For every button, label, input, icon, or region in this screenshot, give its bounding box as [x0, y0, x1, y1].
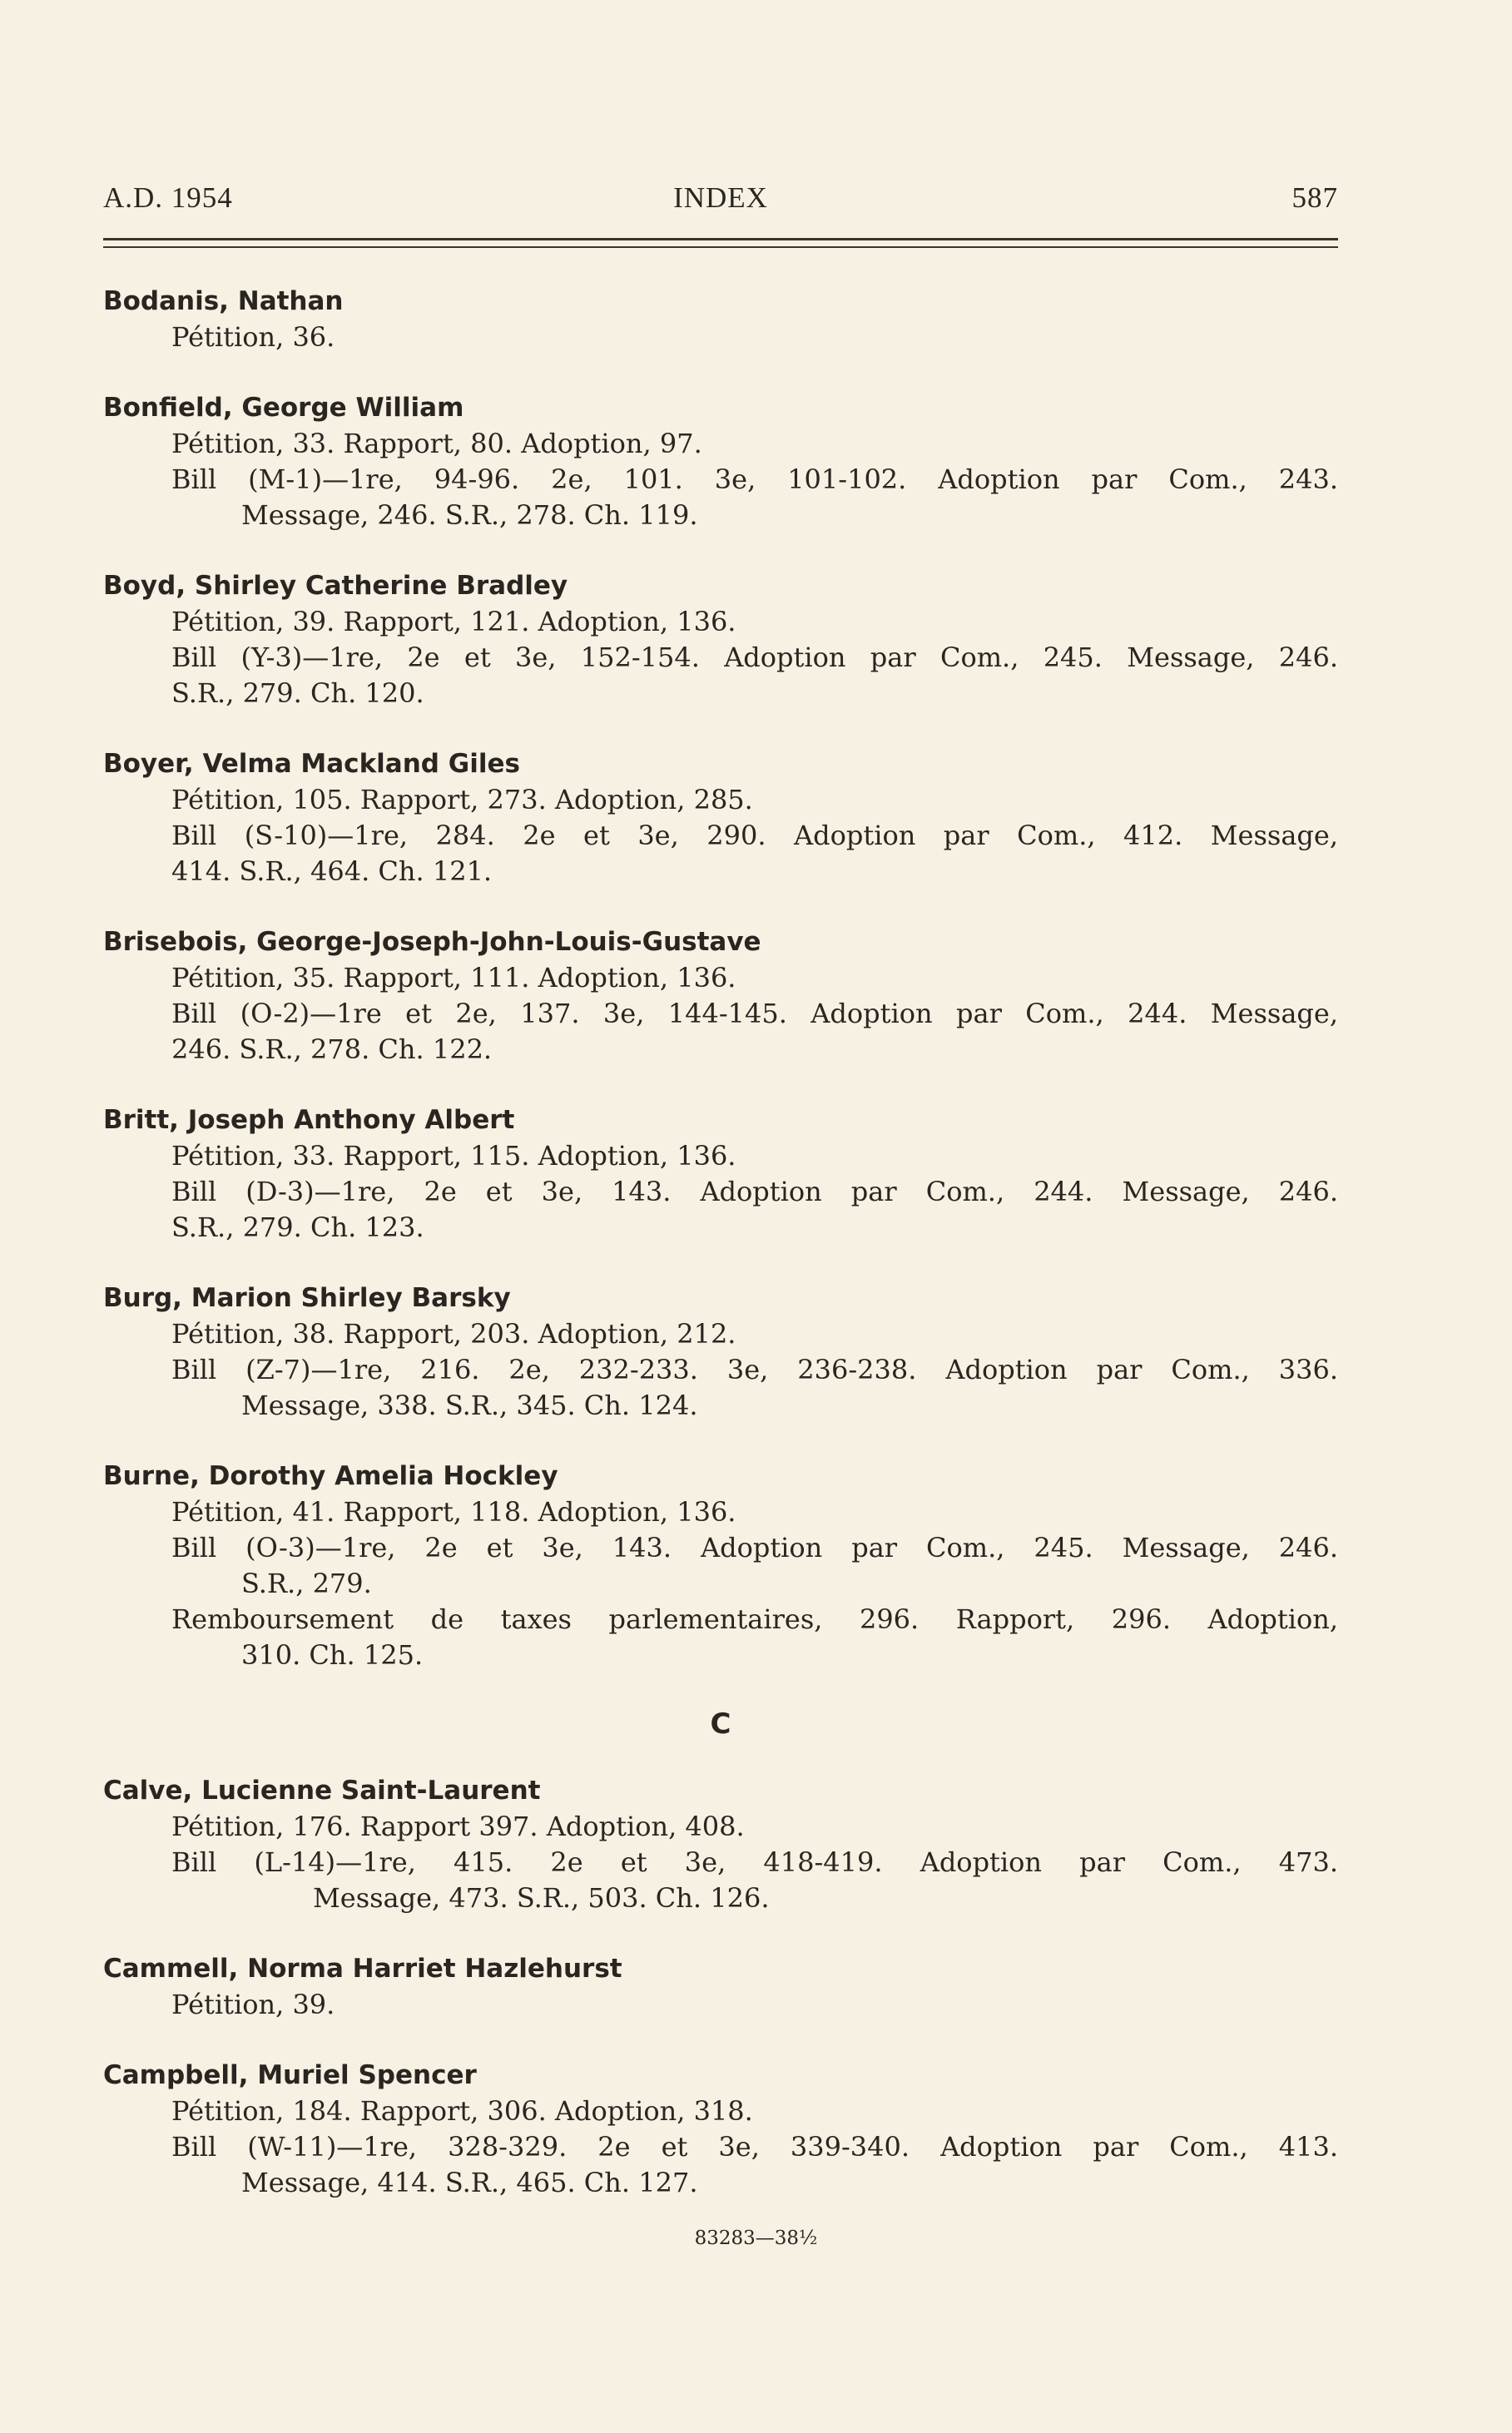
index-entry [103, 283, 1338, 355]
entry-name: Britt, Joseph Anthony Albert [103, 1105, 515, 1135]
entry-line: Message, 414. S.R., 465. Ch. 127. [241, 2167, 698, 2198]
entry-line: Pétition, 33. Rapport, 115. Adoption, 136. [171, 1140, 736, 1172]
entry-line: Bill (O-3)—1re, 2e et 3e, 143. Adoption par Com., 245. Message, 246. [171, 1532, 1338, 1563]
entry-line: Pétition, 39. [171, 1989, 335, 2020]
entry-line: 414. S.R., 464. Ch. 121. [171, 855, 493, 887]
entry-line: Message, 246. S.R., 278. Ch. 119. [241, 499, 698, 531]
entry-line: S.R., 279. Ch. 120. [171, 677, 424, 709]
print-signature: 83283—38½ [694, 2227, 818, 2249]
entry-line: Pétition, 35. Rapport, 111. Adoption, 136. [171, 962, 736, 994]
entry-line: Bill (L-14)—1re, 415. 2e et 3e, 418-419. Adoption par Com., 473. [171, 1846, 1338, 1878]
header-rule-top [103, 238, 1338, 240]
header-title: INDEX [673, 181, 768, 214]
index-content [103, 283, 1338, 2235]
index-entry [103, 746, 1338, 889]
entry-line: Bill (S-10)—1re, 284. 2e et 3e, 290. Adoption par Com., 412. Message, [171, 820, 1338, 851]
entry-line: Remboursement de taxes parlementaires, 296. Rapport, 296. Adoption, [171, 1603, 1338, 1635]
entry-line: 246. S.R., 278. Ch. 122. [171, 1033, 493, 1065]
index-entry [103, 1772, 1338, 1916]
header-rule-bottom [103, 246, 1338, 248]
entry-name: Burg, Marion Shirley Barsky [103, 1283, 511, 1313]
running-header [103, 181, 1338, 223]
index-entry [103, 389, 1338, 533]
entry-line: Pétition, 105. Rapport, 273. Adoption, 285. [171, 784, 753, 815]
entry-name: Bonfield, George William [103, 393, 464, 423]
entry-name: Cammell, Norma Harriet Hazlehurst [103, 1954, 622, 1984]
page-number: 587 [1291, 181, 1338, 214]
index-entry [103, 924, 1338, 1068]
section-letter: C [710, 1707, 731, 1741]
entry-line: Pétition, 33. Rapport, 80. Adoption, 97. [171, 428, 702, 459]
entry-line: Bill (W-11)—1re, 328-329. 2e et 3e, 339-340. Adoption par Com., 413. [171, 2131, 1338, 2163]
entry-line: Pétition, 36. [171, 321, 335, 353]
entry-line: Pétition, 184. Rapport, 306. Adoption, 318. [171, 2095, 753, 2127]
entry-line: Pétition, 38. Rapport, 203. Adoption, 212. [171, 1318, 736, 1350]
entry-line: Bill (O-2)—1re et 2e, 137. 3e, 144-145. Adoption par Com., 244. Message, [171, 998, 1338, 1029]
entry-line: Bill (Y-3)—1re, 2e et 3e, 152-154. Adoption par Com., 245. Message, 246. [171, 642, 1338, 673]
index-entry [103, 1458, 1338, 1673]
index-entry [103, 567, 1338, 711]
entry-line: Pétition, 176. Rapport 397. Adoption, 408. [171, 1811, 745, 1842]
entry-line: Message, 338. S.R., 345. Ch. 124. [241, 1390, 698, 1421]
entry-name: Bodanis, Nathan [103, 286, 344, 316]
index-entry [103, 2057, 1338, 2201]
entry-name: Boyer, Velma Mackland Giles [103, 749, 520, 779]
index-entry [103, 1950, 1338, 2023]
header-year: A.D. 1954 [103, 181, 233, 214]
entry-line: Pétition, 41. Rapport, 118. Adoption, 136. [171, 1496, 736, 1528]
entry-name: Campbell, Muriel Spencer [103, 2060, 477, 2090]
entry-line: 310. Ch. 125. [241, 1639, 424, 1671]
index-entry [103, 1280, 1338, 1424]
index-entry [103, 1102, 1338, 1246]
entry-line: Bill (D-3)—1re, 2e et 3e, 143. Adoption par Com., 244. Message, 246. [171, 1176, 1338, 1207]
entry-line: Bill (Z-7)—1re, 216. 2e, 232-233. 3e, 236-238. Adoption par Com., 336. [171, 1354, 1338, 1385]
entry-name: Brisebois, George-Joseph-John-Louis-Gustave [103, 927, 761, 957]
entry-name: Boyd, Shirley Catherine Bradley [103, 571, 568, 601]
entry-name: Calve, Lucienne Saint-Laurent [103, 1776, 541, 1806]
entry-line: Message, 473. S.R., 503. Ch. 126. [313, 1882, 770, 1914]
entry-name: Burne, Dorothy Amelia Hockley [103, 1461, 558, 1491]
entry-line: Pétition, 39. Rapport, 121. Adoption, 136. [171, 606, 736, 637]
entry-line: S.R., 279. [241, 1568, 372, 1599]
entry-line: S.R., 279. Ch. 123. [171, 1212, 424, 1243]
entry-line: Bill (M-1)—1re, 94-96. 2e, 101. 3e, 101-102. Adoption par Com., 243. [171, 463, 1338, 495]
